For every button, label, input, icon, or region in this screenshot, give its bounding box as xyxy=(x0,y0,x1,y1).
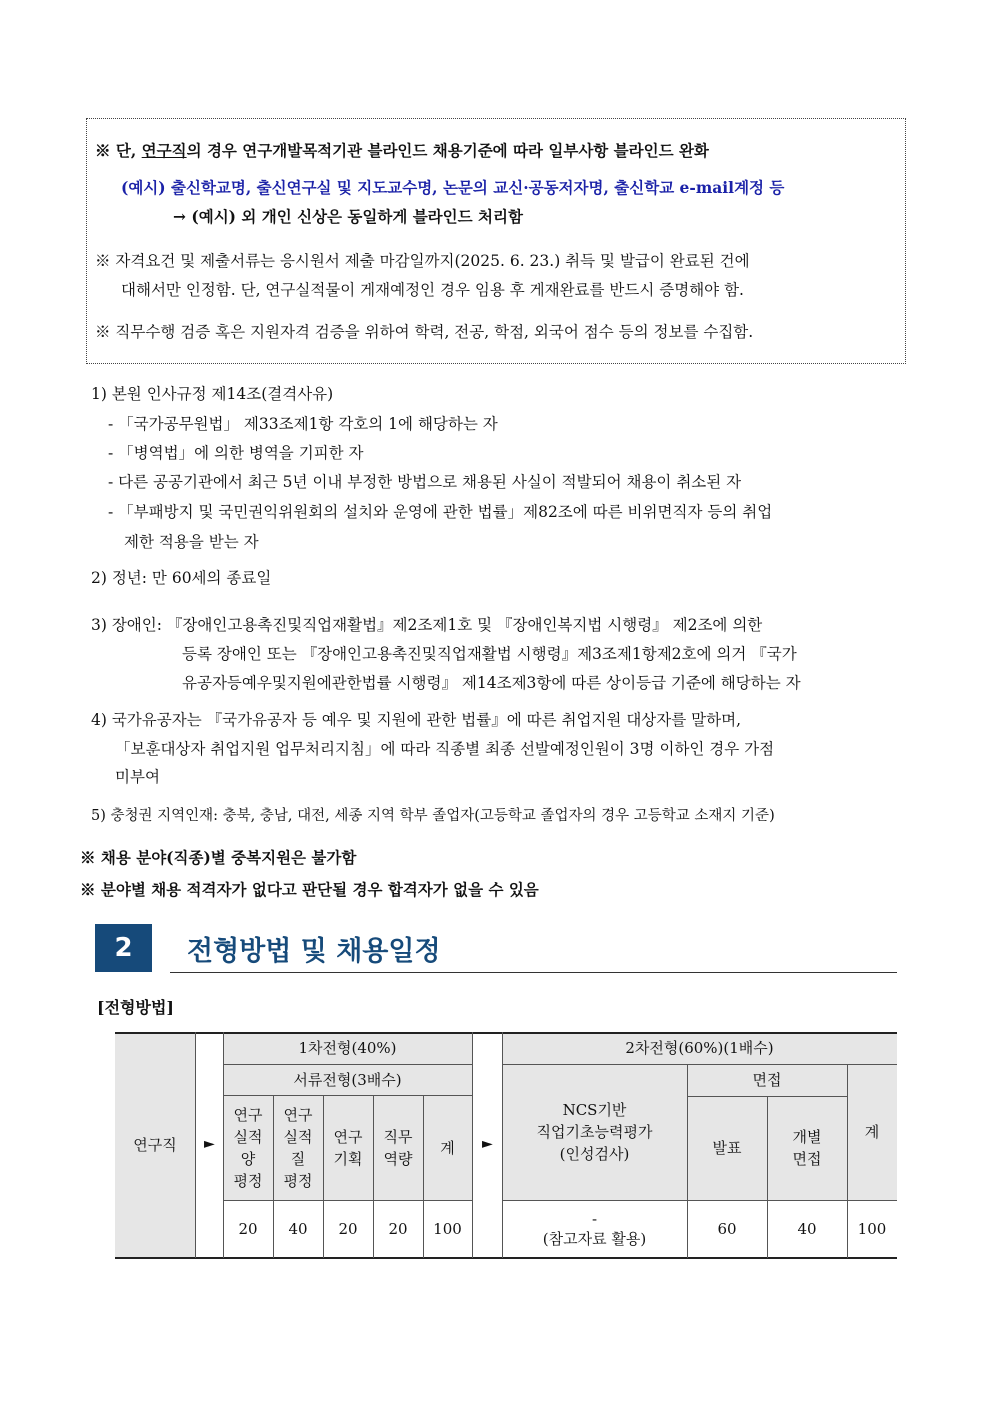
grid-h2 xyxy=(502,1064,897,1065)
val-quality: 40 xyxy=(288,1220,308,1238)
notice-box xyxy=(86,118,906,364)
row-label: 연구직 xyxy=(133,1136,177,1154)
note-5: 5) 충청권 지역인재: 충북, 충남, 대전, 세종 지역 학부 졸업자(고등학교 졸업자의 경우 고등학교 소재지 기준) xyxy=(91,808,775,824)
col-quantity: 연구 실적 양 평정 xyxy=(223,1095,273,1200)
individual-header: 개별 면접 xyxy=(767,1096,847,1200)
blind-relax-note xyxy=(95,141,709,161)
data-collection-note: ※ 직무수행 검증 혹은 지원자격 검증을 위하여 학력, 전공, 학점, 외국어 점수 등의 정보를 수집함. xyxy=(95,323,754,341)
bold-note-1: ※ 채용 분야(직종)별 중복지원은 불가함 xyxy=(80,848,357,867)
val-quantity: 20 xyxy=(238,1220,258,1238)
grid-v9 xyxy=(767,1096,768,1258)
stage1-header xyxy=(223,1032,472,1064)
ncs-value: - (참고자료 활용) xyxy=(542,1210,647,1248)
note-3b: 등록 장애인 또는 『장애인고용촉진및직업재활법 시행령』제3조제1항제2호에 의거 『국가 xyxy=(182,645,797,663)
stage1-subheader xyxy=(223,1064,472,1095)
grid-v7 xyxy=(502,1032,503,1258)
example-rule: → (예시) 외 개인 신상은 동일하게 블라인드 처리함 xyxy=(173,207,523,226)
grid-h6 xyxy=(502,1200,897,1201)
col-quality: 연구 실적 질 평정 xyxy=(273,1095,323,1200)
research-job-underlined: 연구직 xyxy=(141,141,187,160)
section-number: 2 xyxy=(95,924,152,972)
grid-v1 xyxy=(223,1032,224,1258)
row-label-cell xyxy=(115,1032,195,1258)
grid-v8 xyxy=(687,1064,688,1258)
grid-v3 xyxy=(323,1095,324,1258)
section-title: 전형방법 및 채용일정 xyxy=(187,936,441,967)
stage2-label: 2차전형(60%)(1배수) xyxy=(625,1039,774,1057)
qualification-note-cont: 대해서만 인정함. 단, 연구실적물이 게재예정인 경우 임용 후 게재완료를 반드시 증명해야 함. xyxy=(121,281,744,299)
selection-table xyxy=(115,1032,897,1258)
total2-header: 계 xyxy=(847,1064,897,1200)
total2-value: 100 xyxy=(857,1220,887,1238)
note-rest: 의 경우 연구개발목적기관 블라인드 채용기준에 따라 일부사항 블라인드 완화 xyxy=(186,141,709,160)
grid-v5 xyxy=(423,1095,424,1258)
col-total1: 계 xyxy=(423,1095,472,1200)
col-competency: 직무 역량 xyxy=(373,1095,423,1200)
col-planning: 연구 기획 xyxy=(323,1095,373,1200)
note-mark: ※ 단, xyxy=(95,141,142,160)
stage1-sub-label: 서류전형(3배수) xyxy=(293,1070,402,1089)
grid-v10 xyxy=(847,1064,848,1258)
subheading: [전형방법] xyxy=(97,998,174,1017)
note-3c: 유공자등예우및지원에관한법률 시행령』 제14조제3항에 따른 상이등급 기준에 해당하는 자 xyxy=(182,674,801,692)
arrow-2: ► xyxy=(482,1136,493,1152)
presentation-value: 60 xyxy=(717,1220,737,1238)
val-competency: 20 xyxy=(388,1220,408,1238)
note-4c: 미부여 xyxy=(115,768,160,786)
note-1d-cont: 제한 적용을 받는 자 xyxy=(124,533,259,551)
bold-note-2: ※ 분야별 채용 적격자가 없다고 판단될 경우 합격자가 없을 수 있음 xyxy=(80,880,539,899)
note-3: 3) 장애인: 『장애인고용촉진및직업재활법』제2조제1호 및 『장애인복지법 시행령』 제2조에 의한 xyxy=(91,616,763,634)
presentation-header: 발표 xyxy=(687,1096,767,1200)
interview-header: 면접 xyxy=(687,1064,847,1096)
grid-h1 xyxy=(223,1064,472,1065)
table-bottom-rule xyxy=(115,1257,897,1259)
note-4: 4) 국가유공자는 『국가유공자 등 예우 및 지원에 관한 법률』에 따른 취업지원 대상자를 말하며, xyxy=(91,711,741,729)
grid-h3 xyxy=(223,1095,472,1096)
note-1: 1) 본원 인사규정 제14조(결격사유) xyxy=(91,385,334,403)
note-1c: - 다른 공공기관에서 최근 5년 이내 부정한 방법으로 채용된 사실이 적발되어 채용이 취소된 자 xyxy=(108,473,742,491)
val-planning: 20 xyxy=(338,1220,358,1238)
note-4b: 「보훈대상자 취업지원 업무처리지침」에 따라 직종별 최종 선발예정인원이 3명 이하인 경우 가점 xyxy=(115,740,775,758)
grid-v0 xyxy=(195,1032,196,1258)
stage1-label: 1차전형(40%) xyxy=(298,1039,397,1057)
ncs-header: NCS기반 직업기초능력평가 (인성검사) xyxy=(502,1064,687,1200)
note-1d: - 「부패방지 및 국민권익위원회의 설치와 운영에 관한 법률」제82조에 따른 비위면직자 등의 취업 xyxy=(108,503,773,521)
section-rule xyxy=(170,972,897,973)
grid-h5 xyxy=(223,1200,472,1201)
individual-value: 40 xyxy=(797,1220,817,1238)
val-total1: 100 xyxy=(433,1220,462,1238)
grid-v6 xyxy=(472,1032,473,1258)
example-line: (예시) 출신학교명, 출신연구실 및 지도교수명, 논문의 교신·공동저자명, 출신학교 e-mail계정 등 xyxy=(121,178,785,197)
note-1b: - 「병역법」에 의한 병역을 기피한 자 xyxy=(108,444,364,462)
qualification-note: ※ 자격요건 및 제출서류는 응시원서 제출 마감일까지(2025. 6. 23.) 취득 및 발급이 완료된 건에 xyxy=(95,252,750,270)
grid-v4 xyxy=(373,1095,374,1258)
grid-v2 xyxy=(273,1095,274,1258)
table-top-rule xyxy=(115,1032,897,1034)
arrow-1: ► xyxy=(204,1136,215,1152)
note-2: 2) 정년: 만 60세의 종료일 xyxy=(91,569,272,587)
note-1a: - 「국가공무원법」 제33조제1항 각호의 1에 해당하는 자 xyxy=(108,415,498,433)
stage2-header xyxy=(502,1032,897,1064)
